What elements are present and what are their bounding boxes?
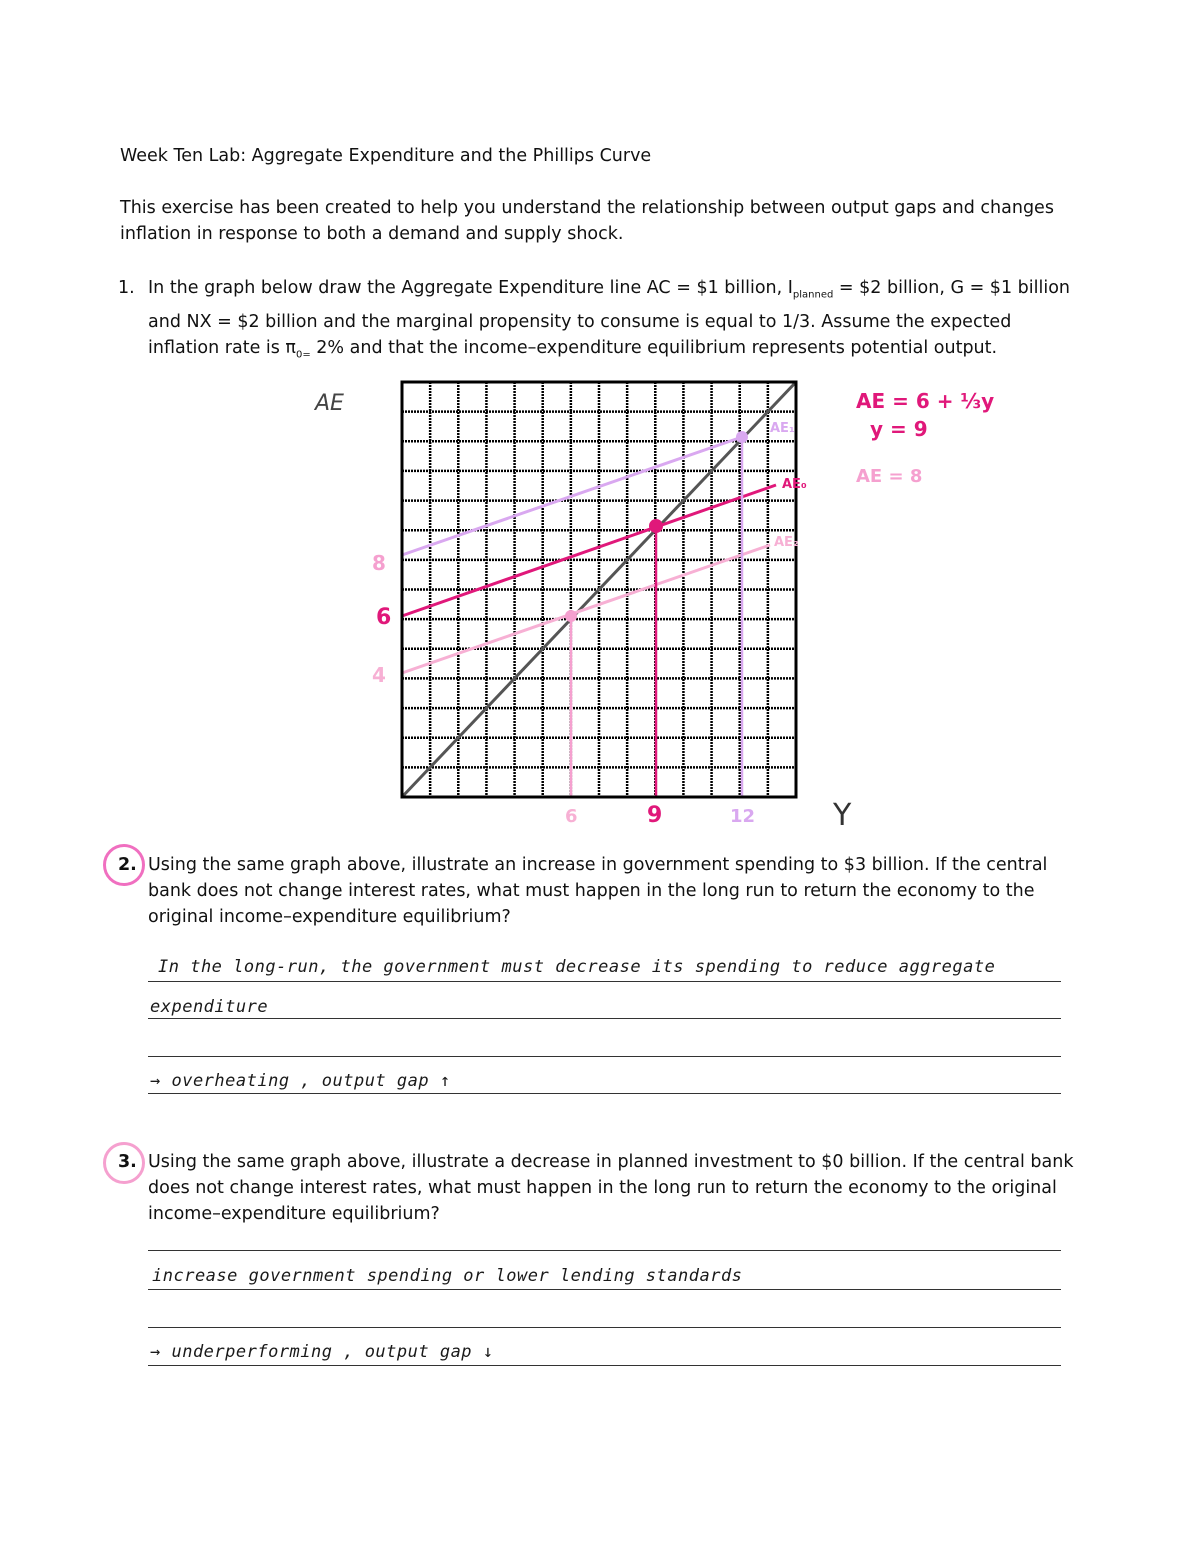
q2-text: Using the same graph above, illustrate an increase in government spending to $3 billion. If the central bank does not change interest rates, what must happen in the long run to return the economy to the original income–expenditure equilibrium? [148, 855, 1048, 927]
q3-number: 3. [118, 1152, 137, 1172]
ae0-label: AE₀ [782, 477, 807, 492]
y-tick-6: 6 [376, 605, 392, 630]
q3-answer-line-4: → underperforming , output gap ↓ [150, 1342, 494, 1362]
x-tick-6: 6 [565, 806, 578, 827]
y-tick-4: 4 [372, 663, 386, 687]
x-axis-label: Y [833, 798, 852, 833]
note-ae-equals-8: AE = 8 [856, 466, 923, 487]
equilibrium-point-ae2 [565, 610, 577, 622]
q2-answer-line-1: In the long-run, the government must decrease its spending to reduce aggregate [158, 957, 996, 977]
x-tick-12: 12 [730, 806, 756, 827]
q3-answer-rule-4[interactable] [148, 1365, 1061, 1366]
q3-answer-rule-3[interactable] [148, 1327, 1061, 1328]
q2-answer-rule-4[interactable] [148, 1093, 1061, 1094]
ae-graph [0, 360, 1200, 920]
q2-number: 2. [118, 855, 137, 875]
note-ae-equation: AE = 6 + ⅓y [856, 389, 995, 413]
intro-paragraph: This exercise has been created to help you understand the relationship between output gaps and changes inflation in response to both a demand and supply shock. [120, 198, 1054, 244]
q2-answer-line-4: → overheating , output gap ↑ [150, 1071, 451, 1091]
q3-text: Using the same graph above, illustrate a decrease in planned investment to $0 billion. If the central bank does not change interest rates, what must happen in the long run to return the economy to the original income–expenditure equilibrium? [148, 1152, 1074, 1224]
ae2-label: AE₂ [774, 535, 799, 550]
equilibrium-point-ae1 [736, 431, 748, 443]
q1-text: In the graph below draw the Aggregate Expenditure line AC = $1 billion, $I_{planned}$ = $2 billion, G = $1 billion and NX = $2 billion and the marginal propensity to consume is equal to 1/3. Assume the expected inflation rate is $\pi_{0=}$ 2% and that the income–expenditure equilibrium represents potential output. [148, 278, 1070, 360]
q1-number: 1. [118, 278, 135, 298]
y-axis-label: AE [315, 391, 344, 416]
y-tick-8: 8 [372, 551, 386, 575]
q3-answer-rule-1[interactable] [148, 1250, 1061, 1251]
q2-answer-rule-2[interactable] [148, 1018, 1061, 1019]
q3-answer-line-2: increase government spending or lower lending standards [152, 1266, 743, 1286]
q2-answer-rule-3[interactable] [148, 1056, 1061, 1057]
ae1-label: AE₁ [770, 421, 795, 436]
note-y-equals: y = 9 [870, 417, 928, 441]
equilibrium-point-ae0 [649, 519, 663, 533]
q2-answer-rule-1[interactable] [148, 981, 1061, 982]
x-tick-9: 9 [647, 803, 663, 828]
q2-answer-line-2: expenditure [150, 997, 269, 1017]
page-title: Week Ten Lab: Aggregate Expenditure and the Phillips Curve [120, 146, 652, 166]
q3-answer-rule-2[interactable] [148, 1289, 1061, 1290]
